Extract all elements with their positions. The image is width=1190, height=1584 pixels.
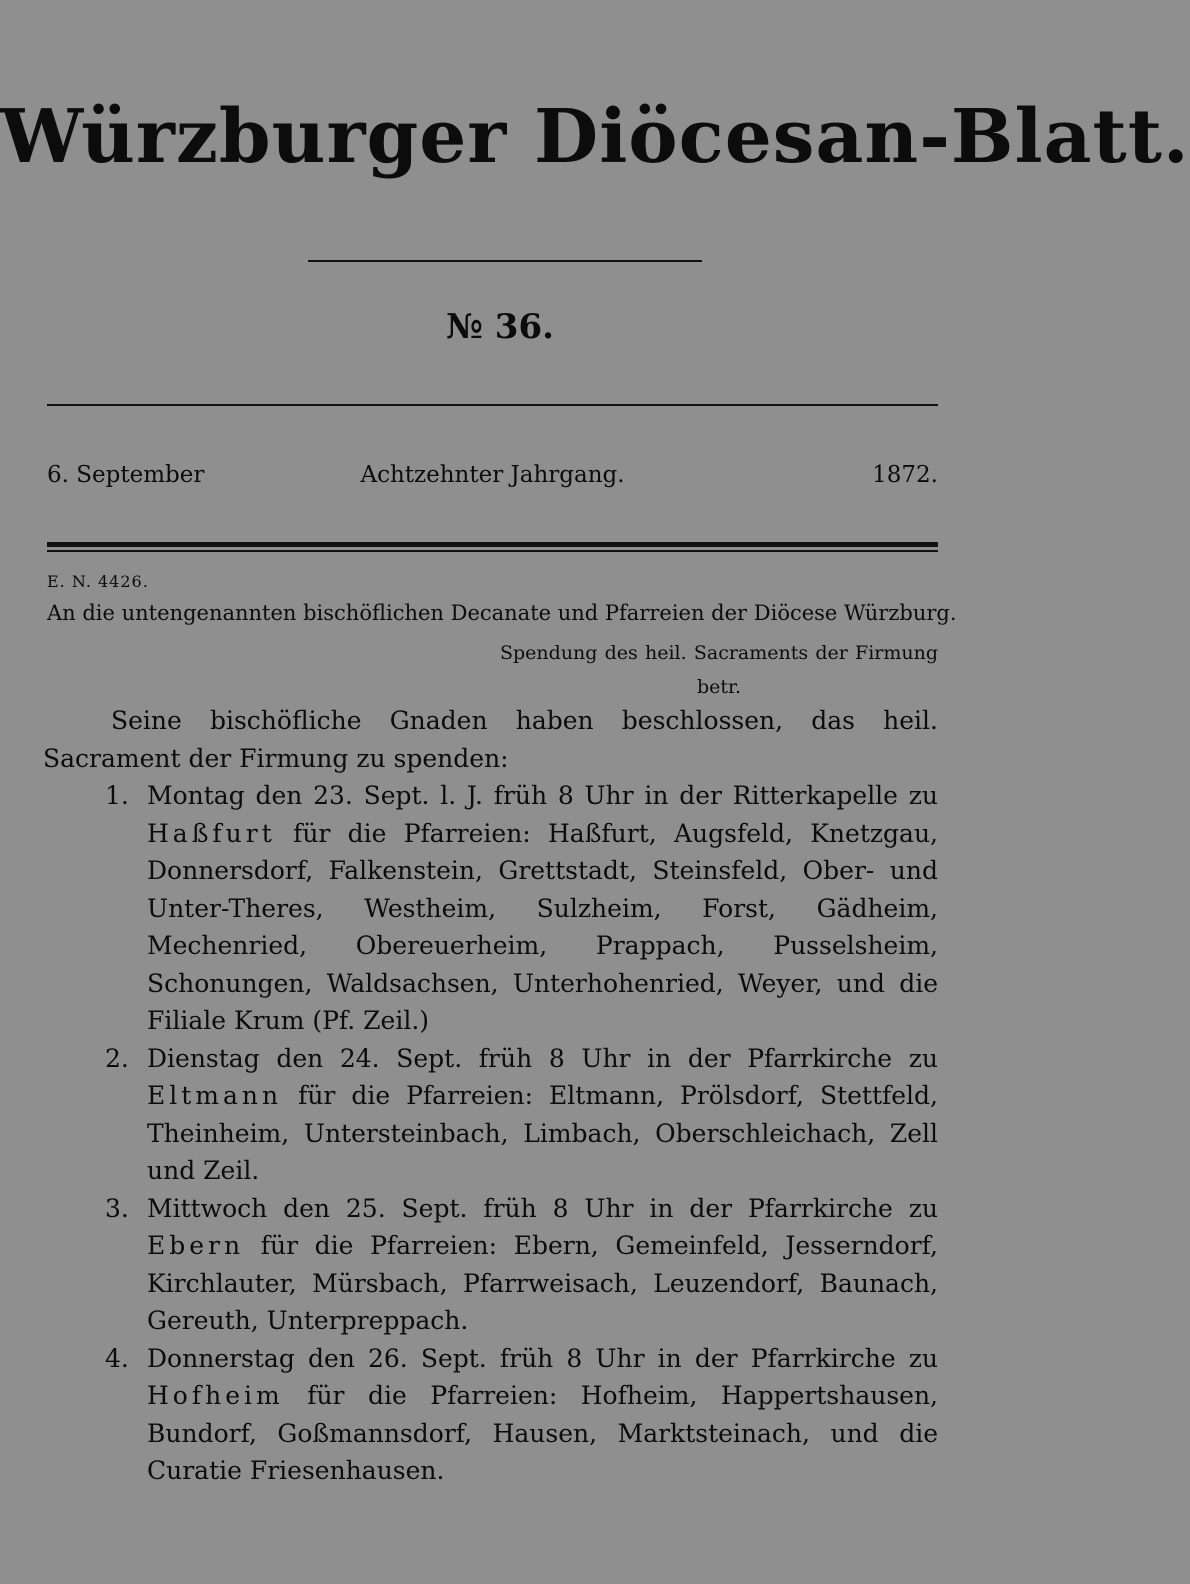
notice-address: An die untengenannten bischöflichen Decanate und Pfarreien der Diöcese Würzburg. (47, 601, 957, 625)
item-number: 1. (105, 781, 129, 810)
item-parishes: für die Pfarreien: Haßfurt, Augsfeld, Knetzgau, Donnersdorf, Falkenstein, Grettstadt, Steinsfeld, Ober- und Unter-Theres, Westheim, Sulzheim, Forst, Gädheim, Mechenried, Obereuerheim, Prappach, Pusselsheim, Schonungen, Waldsachsen, Unterhohenried, Weyer, und die Filiale Krum (Pf. Zeil.) (147, 818, 938, 1035)
issue-number: № 36. (446, 307, 554, 347)
notice-intro: Seine bischöfliche Gnaden haben beschlossen, das heil. Sacrament der Firmung zu spenden: (43, 706, 938, 773)
reference-number: E. N. 4426. (47, 572, 149, 591)
item-number: 4. (105, 1343, 129, 1373)
item-parishes: für die Pfarreien: Hofheim, Happertshausen, Bundorf, Goßmannsdorf, Hausen, Marktsteinach, und die Curatie Friesenhausen. (147, 1381, 938, 1485)
item-place: Hofheim (147, 1381, 284, 1410)
item-place: Eltmann (147, 1081, 283, 1110)
item-number: 3. (105, 1193, 129, 1223)
schedule-item (43, 1040, 938, 1190)
confirmation-schedule (43, 777, 938, 1490)
notice-body (43, 702, 938, 1490)
item-place: Haßfurt (147, 818, 276, 848)
item-time: Montag den 23. Sept. l. J. früh 8 Uhr in der Ritterkapelle zu (147, 781, 938, 810)
item-number: 2. (105, 1043, 129, 1073)
item-time: Mittwoch den 25. Sept. früh 8 Uhr in der Pfarrkirche zu (147, 1193, 938, 1223)
masthead-divider (308, 260, 702, 262)
dateline-rule-thick (47, 542, 938, 547)
header-divider (47, 404, 938, 406)
issue-year: 1872. (872, 462, 938, 488)
item-time: Donnerstag den 26. Sept. früh 8 Uhr in der Pfarrkirche zu (147, 1343, 938, 1373)
item-time: Dienstag den 24. Sept. früh 8 Uhr in der Pfarrkirche zu (147, 1043, 938, 1073)
item-parishes: für die Pfarreien: Eltmann, Prölsdorf, Stettfeld, Theinheim, Untersteinbach, Limbach, Oberschleichach, Zell und Zeil. (147, 1081, 939, 1185)
issue-date: 6. September (47, 462, 205, 488)
notice-subject: Spendung des heil. Sacraments der Firmung betr. (500, 642, 938, 698)
schedule-item (43, 1190, 938, 1340)
volume-label: Achtzehnter Jahrgang. (360, 462, 625, 488)
item-place: Ebern (147, 1231, 245, 1260)
schedule-item (43, 777, 938, 1040)
masthead-title: Würzburger Diöcesan-Blatt. (0, 94, 1190, 180)
schedule-item (43, 1340, 938, 1490)
dateline-rule-thin (47, 550, 938, 552)
dateline (47, 458, 938, 492)
item-parishes: für die Pfarreien: Ebern, Gemeinfeld, Jesserndorf, Kirchlauter, Mürsbach, Pfarrweisach, Leuzendorf, Baunach, Gereuth, Unterpreppach. (147, 1231, 938, 1335)
